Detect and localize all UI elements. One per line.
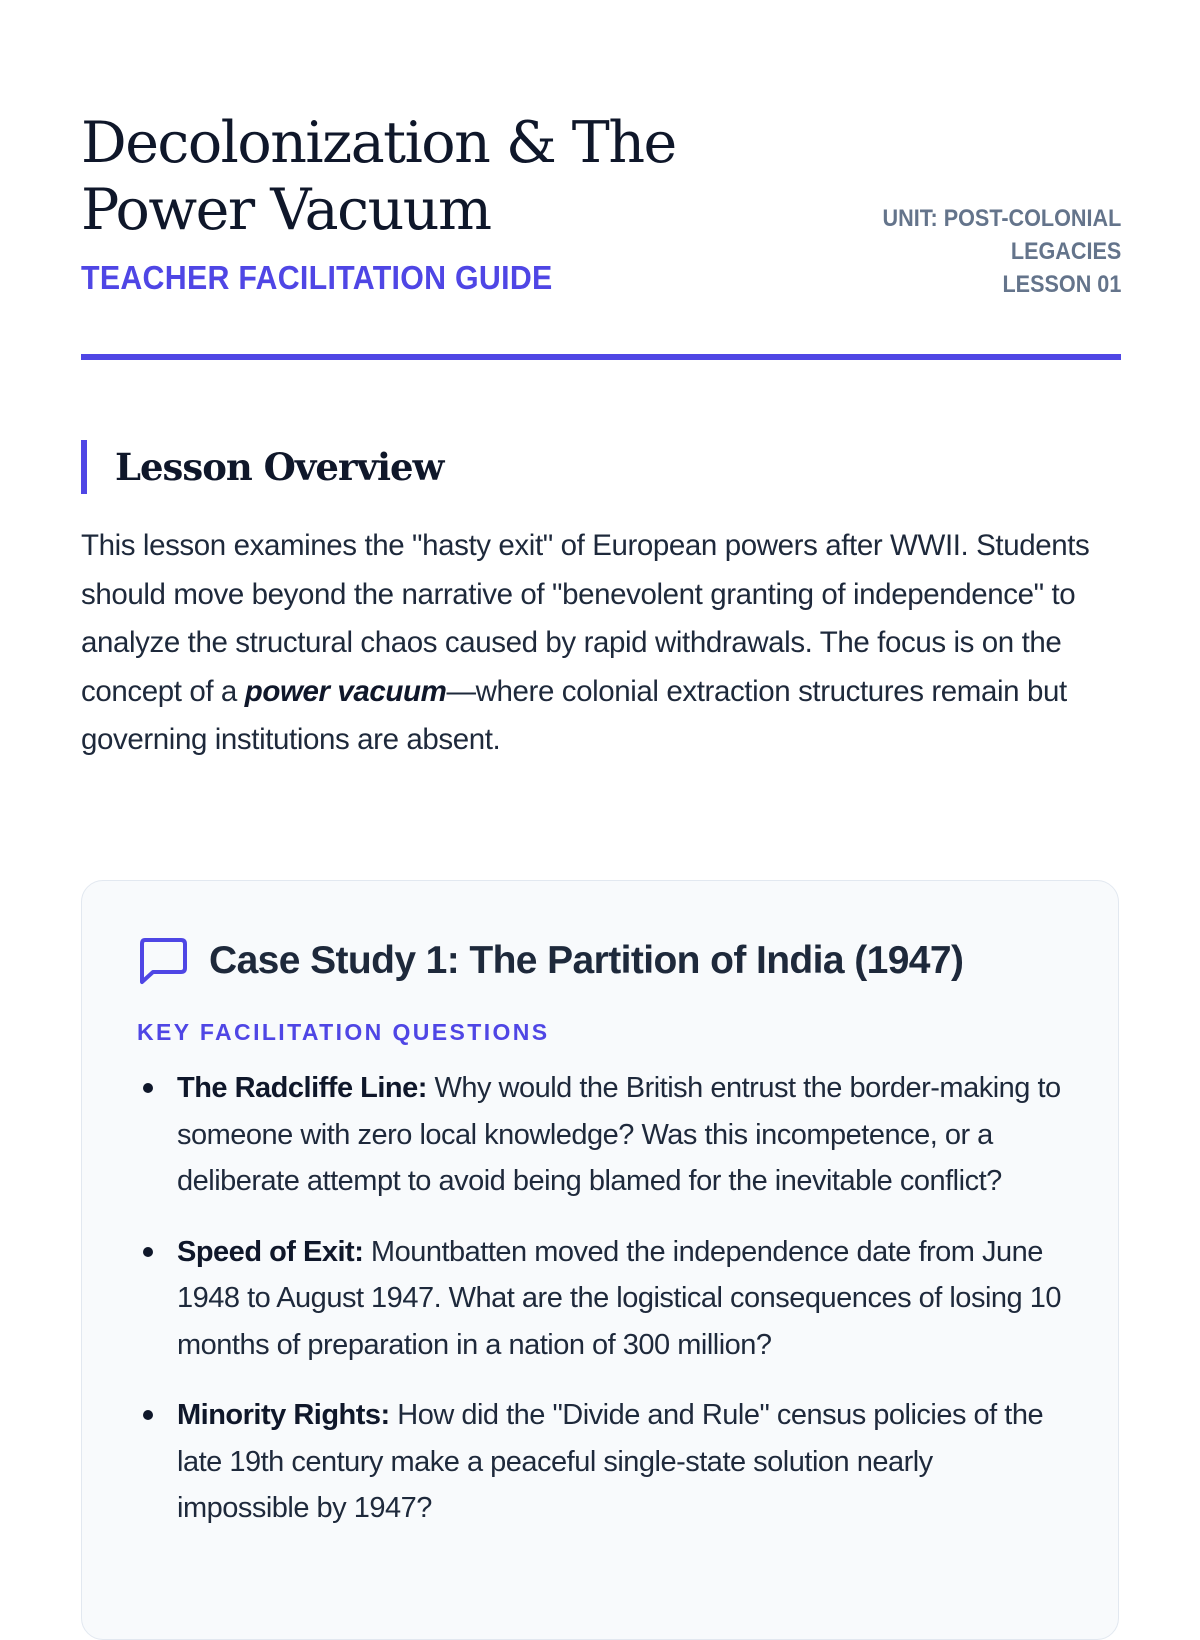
overview-text-end: —where colonial extraction structures remain but governing institutions are absent.: [81, 674, 1067, 756]
question-term: Minority Rights:: [177, 1399, 390, 1431]
guide-subtitle: TEACHER FACILITATION GUIDE: [81, 259, 553, 296]
question-term: The Radcliffe Line:: [177, 1072, 427, 1104]
question-text: Mountbatten moved the independence date from June 1948 to August 1947. What are the logistical consequences of losing 10 months of preparation in a nation of 300 million?: [177, 1235, 1061, 1361]
unit-label-line1: UNIT: POST-COLONIAL: [882, 205, 1121, 232]
section-accent-bar: [81, 440, 87, 494]
header-divider: [81, 354, 1121, 360]
bullet-icon: [143, 1083, 153, 1093]
overview-paragraph: [81, 522, 1121, 765]
speech-bubble-icon: [137, 936, 189, 986]
case-study-title: Case Study 1: The Partition of India (1947): [209, 939, 964, 982]
facilitation-questions-list: [137, 1065, 1067, 1556]
list-item: [137, 1392, 1067, 1532]
unit-meta: [882, 202, 1121, 301]
questions-label: KEY FACILITATION QUESTIONS: [137, 1019, 550, 1045]
list-item: [137, 1065, 1067, 1205]
list-item: [137, 1229, 1067, 1369]
lesson-guide-page: [81, 0, 1121, 1524]
unit-label-line2: LEGACIES: [1010, 238, 1121, 265]
lesson-overview-heading: [81, 440, 443, 494]
overview-text: This lesson examines the "hasty exit" of European powers after WWII. Students should move beyond the narrative of "benevolent granting of independence" to analyze the structural chaos caused by rapid withdrawals. The focus is on the concept of a: [81, 529, 1090, 708]
bullet-icon: [143, 1247, 153, 1257]
lesson-number: LESSON 01: [1002, 271, 1121, 298]
case-study-card: [81, 880, 1119, 1640]
power-vacuum-emphasis: power vacuum: [244, 674, 447, 708]
bullet-icon: [143, 1410, 153, 1420]
case-study-heading: [137, 936, 963, 986]
question-term: Speed of Exit:: [177, 1235, 364, 1268]
page-title: Decolonization & The Power Vacuum: [81, 110, 676, 243]
question-text: Why would the British entrust the border-making to someone with zero local knowledge? Was this incompetence, or a deliberate attempt to avoid being blamed for the inevitable conflict?: [177, 1072, 1061, 1197]
question-text: How did the "Divide and Rule" census policies of the late 19th century make a peaceful single-state solution nearly impossible by 1947?: [177, 1399, 1044, 1524]
section-title: Lesson Overview: [115, 445, 444, 489]
page-header: [81, 0, 1121, 360]
